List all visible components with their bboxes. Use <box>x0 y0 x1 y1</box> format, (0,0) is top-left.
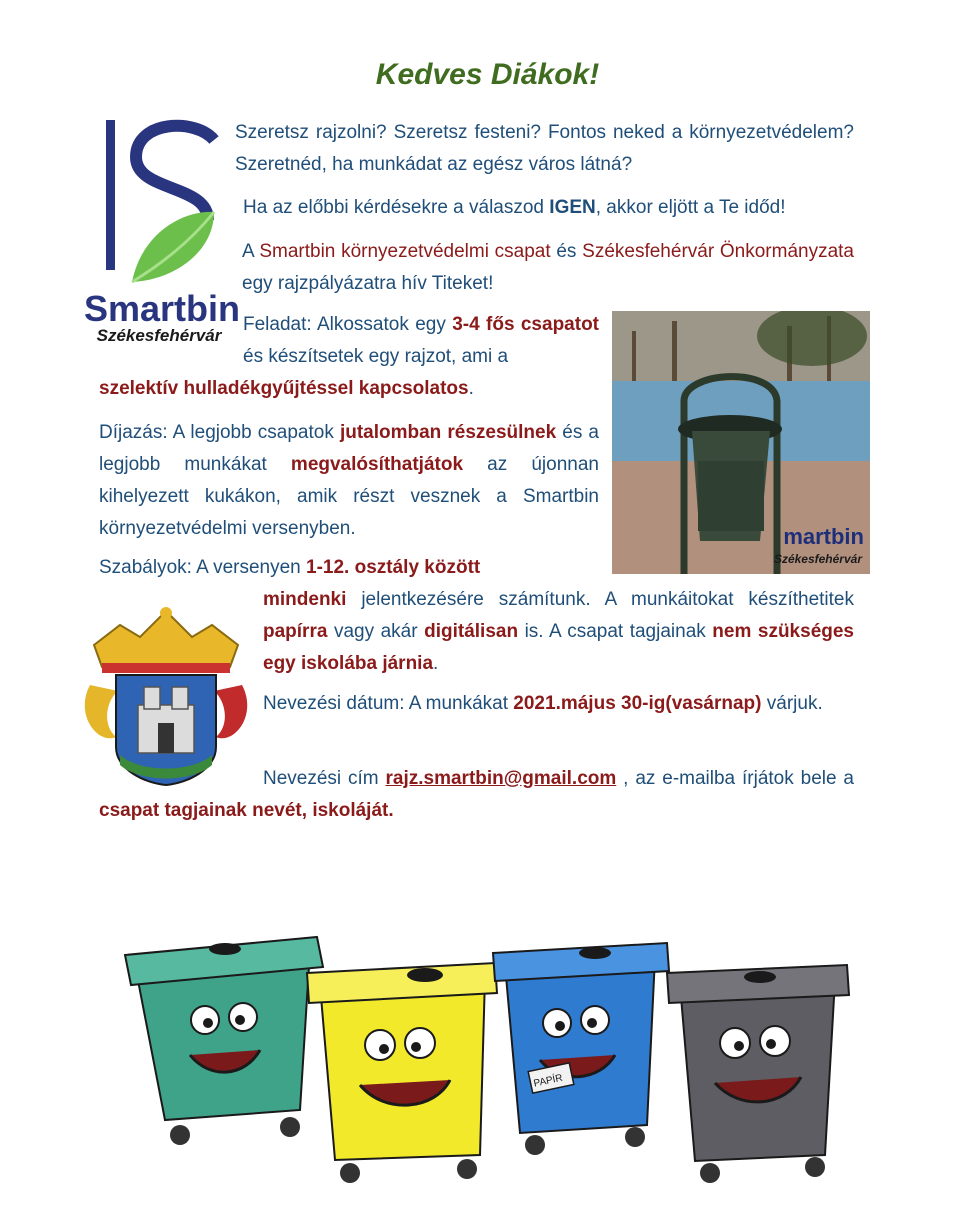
grey-bin <box>667 965 849 1183</box>
igen-highlight: IGEN <box>549 197 596 218</box>
green-bin <box>125 937 323 1145</box>
papir-label: PAPÍR <box>532 1072 564 1090</box>
blue-bin <box>493 943 669 1155</box>
logo-city-text: Székesfehérvár <box>96 326 222 345</box>
task-paragraph: Feladat: Alkossatok egy 3-4 fős csapatot és készítsetek egy rajzot, ami a <box>243 314 599 367</box>
recycling-bins-illustration <box>95 905 875 1205</box>
bin-photo <box>612 311 870 574</box>
recycling-bins-drawing <box>95 905 875 1205</box>
rules-paragraph-cont: mindenki jelentkezésére számítunk. A munkáitokat készíthetitek papírra vagy akár digitálisan is. A csapat tagjainak nem szükséges egy iskolába járnia. <box>263 589 854 674</box>
photo-city-text: Székesfehérvár <box>773 552 862 566</box>
coat-of-arms-drawing <box>80 605 252 787</box>
intro-paragraph-1: Szeretsz rajzolni? Szeretsz festeni? Fontos neked a környezetvédelem? Szeretnéd, ha munkádat az egész város látná? <box>235 122 854 175</box>
entry-paragraph: Nevezési cím rajz.smartbin@gmail.com , az e-mailba írjátok bele a csapat tagjainak nevét, iskoláját. <box>99 768 854 821</box>
task-paragraph-tail: szelektív hulladékgyűjtéssel kapcsolatos. <box>99 378 474 399</box>
page-title: Kedves Diákok! <box>375 58 600 91</box>
yellow-bin <box>307 963 497 1183</box>
smartbin-logo <box>96 112 226 292</box>
coat-of-arms <box>80 605 252 787</box>
intro-paragraph-3: A Smartbin környezetvédelmi csapat és Székesfehérvár Önkormányzata egy rajzpályázatra hív Titeket! <box>242 241 854 294</box>
prize-paragraph: Díjazás: A legjobb csapatok jutalomban részesülnek és a legjobb munkákat megvalósíthatjátok az újonnan kihelyezett kukákon, amik részt vesznek a Smartbin környezetvédelmi versenyben. <box>99 422 600 539</box>
logo-brand-text: Smartbin <box>83 288 241 329</box>
email-link[interactable]: rajz.smartbin@gmail.com <box>385 768 617 789</box>
deadline-paragraph: Nevezési dátum: A munkákat 2021.május 30-ig(vasárnap) várjuk. <box>263 693 823 714</box>
rules-paragraph: Szabályok: A versenyen 1-12. osztály között <box>99 557 481 578</box>
smartbin-logo-mark <box>96 112 226 292</box>
intro-paragraph-2: Ha az előbbi kérdésekre a válaszod IGEN, akkor eljött a Te időd! <box>243 197 786 218</box>
photo-brand-text: martbin <box>783 524 864 549</box>
